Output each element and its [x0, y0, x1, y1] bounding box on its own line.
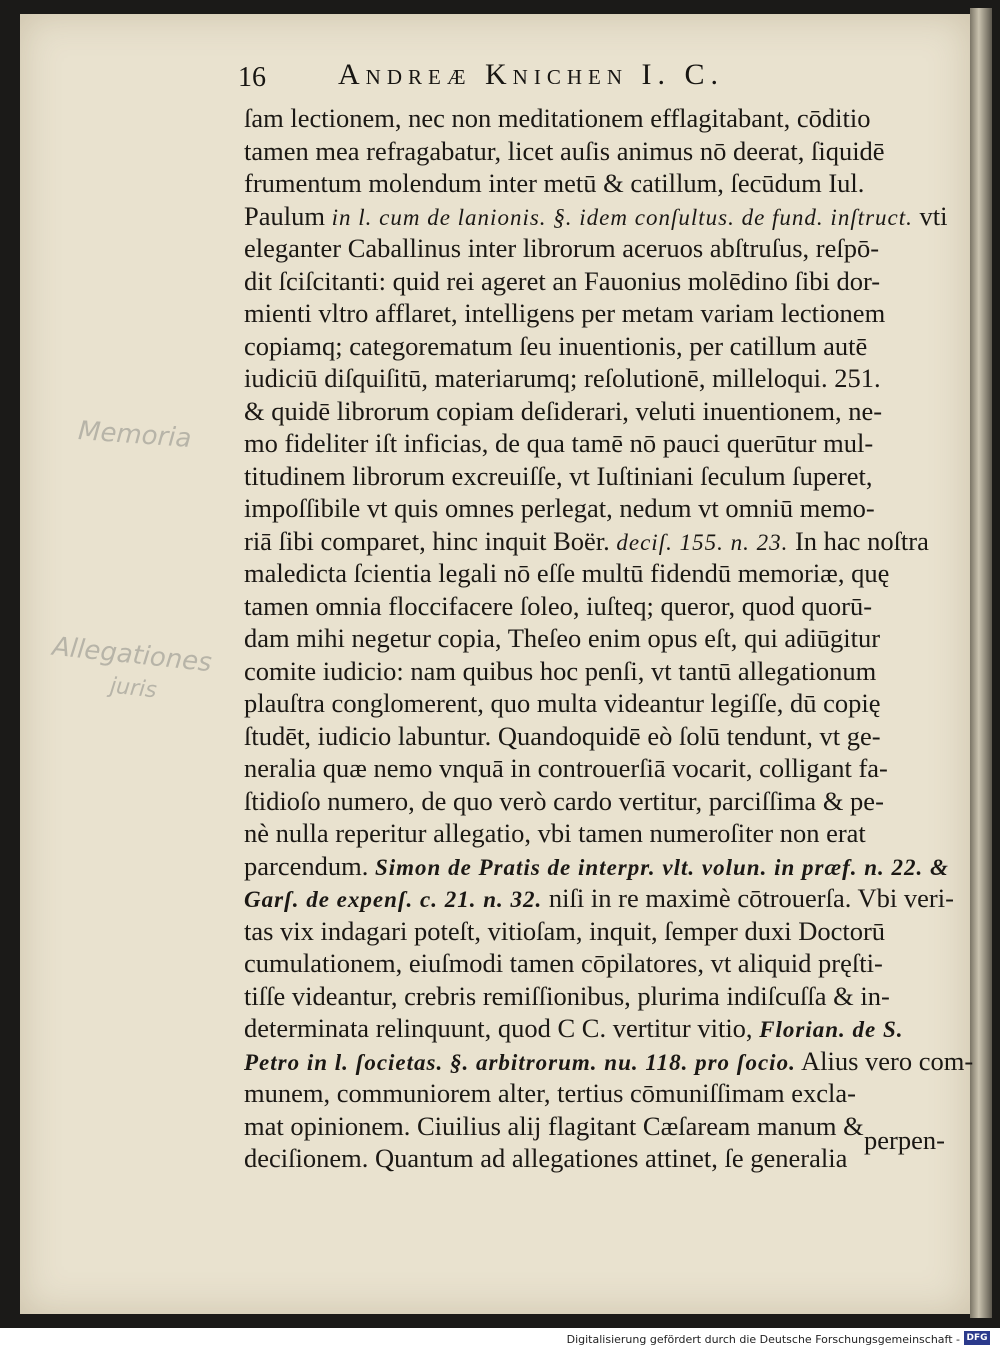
text-segment: iudiciū diſquiſitū, materiarumq; reſolutionē, milleloqui. 251. [244, 363, 881, 393]
footer-credit: Digitalisierung gefördert durch die Deutsche Forschungsgemeinschaft - [566, 1333, 960, 1346]
text-segment: nè nulla reperitur allegatio, vbi tamen numeroſiter non erat [244, 818, 866, 848]
catchword: perpen- [864, 1125, 945, 1155]
citation-segment: Florian. de S. [759, 1017, 904, 1042]
text-segment: titudinem librorum excreuiſſe, vt Iuſtiniani ſeculum ſuperet, [244, 460, 873, 491]
dfg-logo: DFG [964, 1331, 990, 1345]
text-segment: ſam lectionem, nec non meditationem efflagitabant, cōditio [244, 103, 871, 133]
citation-segment: Garſ. de expenſ. c. 21. n. 32. [244, 887, 543, 912]
text-segment: deciſionem. Quantum ad allegationes attinet, ſe generalia [244, 1143, 848, 1173]
text-segment: Alius vero com- [795, 1045, 974, 1076]
text-segment: frumentum molendum inter metū & catillum, ſecūdum Iul. [244, 168, 865, 198]
page-header [238, 58, 958, 98]
margin-note-allegationes: Allegationes [50, 631, 214, 679]
text-segment: ſtidioſo numero, de quo verò cardo vertitur, parciſſima & pe- [244, 785, 884, 816]
text-segment: & quidē librorum copiam deſiderari, veluti inuentionem, ne- [244, 395, 883, 426]
text-segment: vti [912, 200, 948, 231]
citation-segment: deciſ. 155. n. 23. [616, 529, 789, 555]
text-segment: tamen omnia floccifacere ſoleo, iuſteq; queror, quod quorū- [244, 590, 873, 621]
text-segment: niſi in re maximè cōtrouerſa. Vbi veri- [542, 883, 954, 913]
text-segment: tamen mea refragabatur, licet auſis animus nō deerat, ſiquidē [244, 135, 885, 166]
text-segment: copiamq; categorematum ſeu inuentionis, per catillum autē [244, 330, 868, 361]
text-segment: munem, communiorem alter, tertius cōmuniſſimam excla- [244, 1078, 856, 1108]
text-segment: tas vix indagari poteſt, vitioſam, inquit, ſemper duxi Doctorū [244, 915, 886, 946]
book-edge [970, 8, 992, 1318]
text-segment: impoſſibile vt quis omnes perlegat, nedum vt omniū memo- [244, 493, 875, 523]
text-segment: maledicta ſcientia legali nō eſſe multū fidendū memoriæ, quę [244, 558, 890, 588]
text-segment: riā ſibi comparet, hinc inquit Boër. [244, 525, 617, 556]
citation-segment: Simon de Pratis de interpr. vlt. volun. in præf. n. 22. & [374, 854, 949, 880]
text-segment: In hac noſtra [788, 525, 929, 556]
text-segment: mienti vltro afflaret, intelligens per metam variam lectionem [244, 298, 886, 328]
text-segment: eleganter Caballinus inter librorum aceruos abſtruſus, reſpō- [244, 233, 880, 263]
text-segment: neralia quæ nemo vnquā in controuerſiā vocarit, colligant fa- [244, 753, 888, 783]
text-segment: Paulum [244, 200, 332, 231]
text-segment: dit ſciſcitanti: quid rei ageret an Fauonius molēdino ſibi dor- [244, 265, 881, 296]
text-segment: mat opinionem. Ciuilius alij flagitant Cæſaream manum & [244, 1110, 864, 1141]
margin-note-juris: juris [108, 673, 158, 704]
text-segment: tiſſe videantur, crebris remiſſionibus, plurima indiſcuſſa & in- [244, 980, 890, 1011]
page-number: 16 [238, 62, 266, 93]
margin-note-memoria: Memoria [77, 416, 193, 454]
text-segment: determinata relinquunt, quod C C. vertitur vitio, [244, 1013, 760, 1043]
text-segment: plauſtra conglomerent, quo multa videantur legiſſe, dū copię [244, 688, 881, 718]
text-segment: parcendum. [244, 850, 375, 881]
text-segment: dam mihi negetur copia, Theſeo enim opus eſt, qui adiūgitur [244, 623, 881, 653]
text-segment: ſtudēt, iudicio labuntur. Quandoquidē eò ſolū tendunt, vt ge- [244, 720, 881, 751]
text-segment: cumulationem, eiuſmodi tamen cōpilatores, vt aliquid pręſti- [244, 948, 883, 978]
text-segment: comite iudicio: nam quibus hoc penſi, vt tantū allegationum [244, 655, 877, 686]
text-line [244, 1139, 964, 1177]
running-head: Andreæ Knichen I. C. [338, 58, 724, 91]
citation-segment: in l. cum de lanionis. §. idem conſultus. de fund. inſtruct. [331, 204, 913, 230]
citation-segment: Petro in l. ſocietas. §. arbitrorum. nu. 118. pro ſocio. [244, 1049, 796, 1075]
text-segment: mo fideliter iſt inficias, de qua tamē nō pauci querūtur mul- [244, 428, 874, 458]
